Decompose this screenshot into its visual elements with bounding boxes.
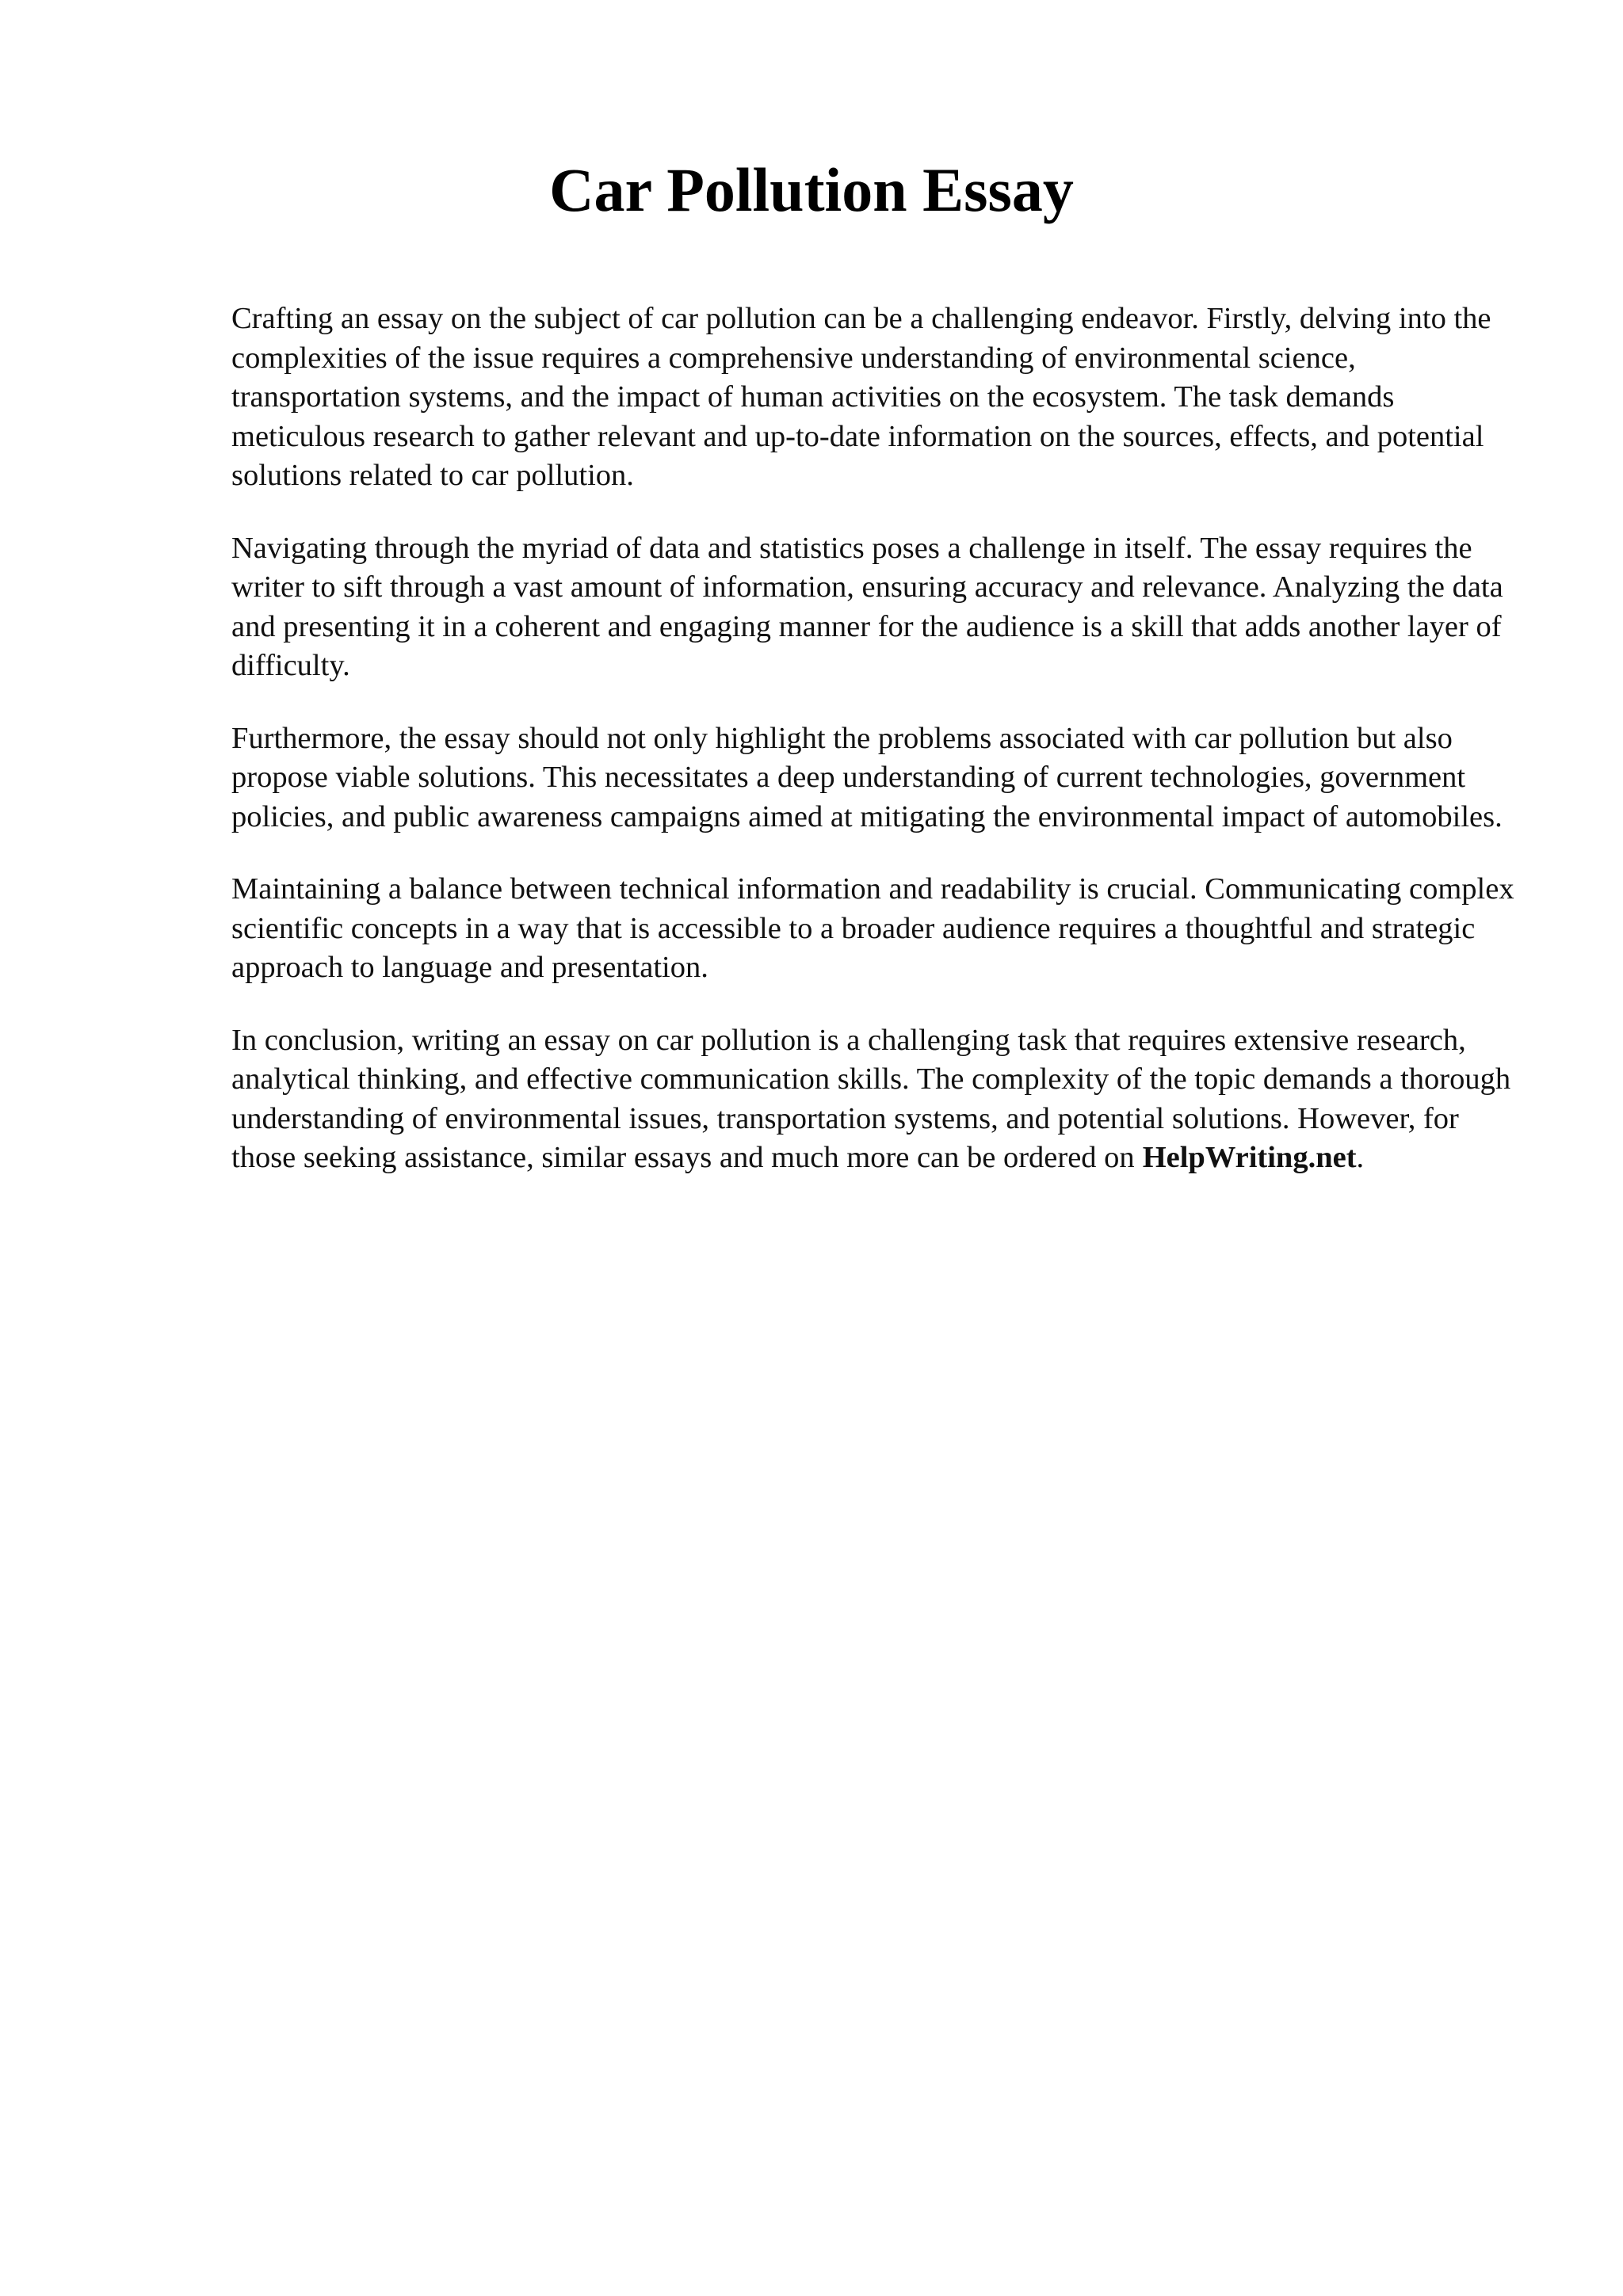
paragraph-conclusion [231,1021,1515,1178]
paragraph-3: Furthermore, the essay should not only highlight the problems associated with car pollution but also propose viable solutions. This necessitates a deep understanding of current technologies, government policies, and public awareness campaigns aimed at mitigating the environmental impact of automobiles. [231,721,1503,833]
paragraph-4: Maintaining a balance between technical information and readability is crucial. Communicating complex scientific concepts in a way that is accessible to a broader audience requires a thoughtful and strategic approach to language and presentation. [231,872,1514,984]
conclusion-period: . [1356,1141,1365,1174]
page-title: Car Pollution Essay [549,155,1074,224]
paragraph-2: Navigating through the myriad of data and statistics poses a challenge in itself. The essay requires the writer to sift through a vast amount of information, ensuring accuracy and relevance. Analyzing the data and presenting it in a coherent and engaging manner for the audience is a skill that adds another layer of difficulty. [231,531,1503,682]
brand-name: HelpWriting.net [1142,1141,1357,1174]
paragraph-1: Crafting an essay on the subject of car pollution can be a challenging endeavor. Firstly, delving into the complexities of the issue requires a comprehensive understanding of environmental science, transportation systems, and the impact of human activities on the ecosystem. The task demands meticulous research to gather relevant and up-to-date information on the sources, effects, and potential solutions related to car pollution. [231,302,1491,492]
essay-body [231,299,1515,1211]
conclusion-text: In conclusion, writing an essay on car pollution is a challenging task that requires extensive research, analytical thinking, and effective communication skills. The complexity of the topic demands a thorough understanding of environmental issues, transportation systems, and potential solutions. However, for those seeking assistance, similar essays and much more can be ordered on [231,1023,1511,1174]
